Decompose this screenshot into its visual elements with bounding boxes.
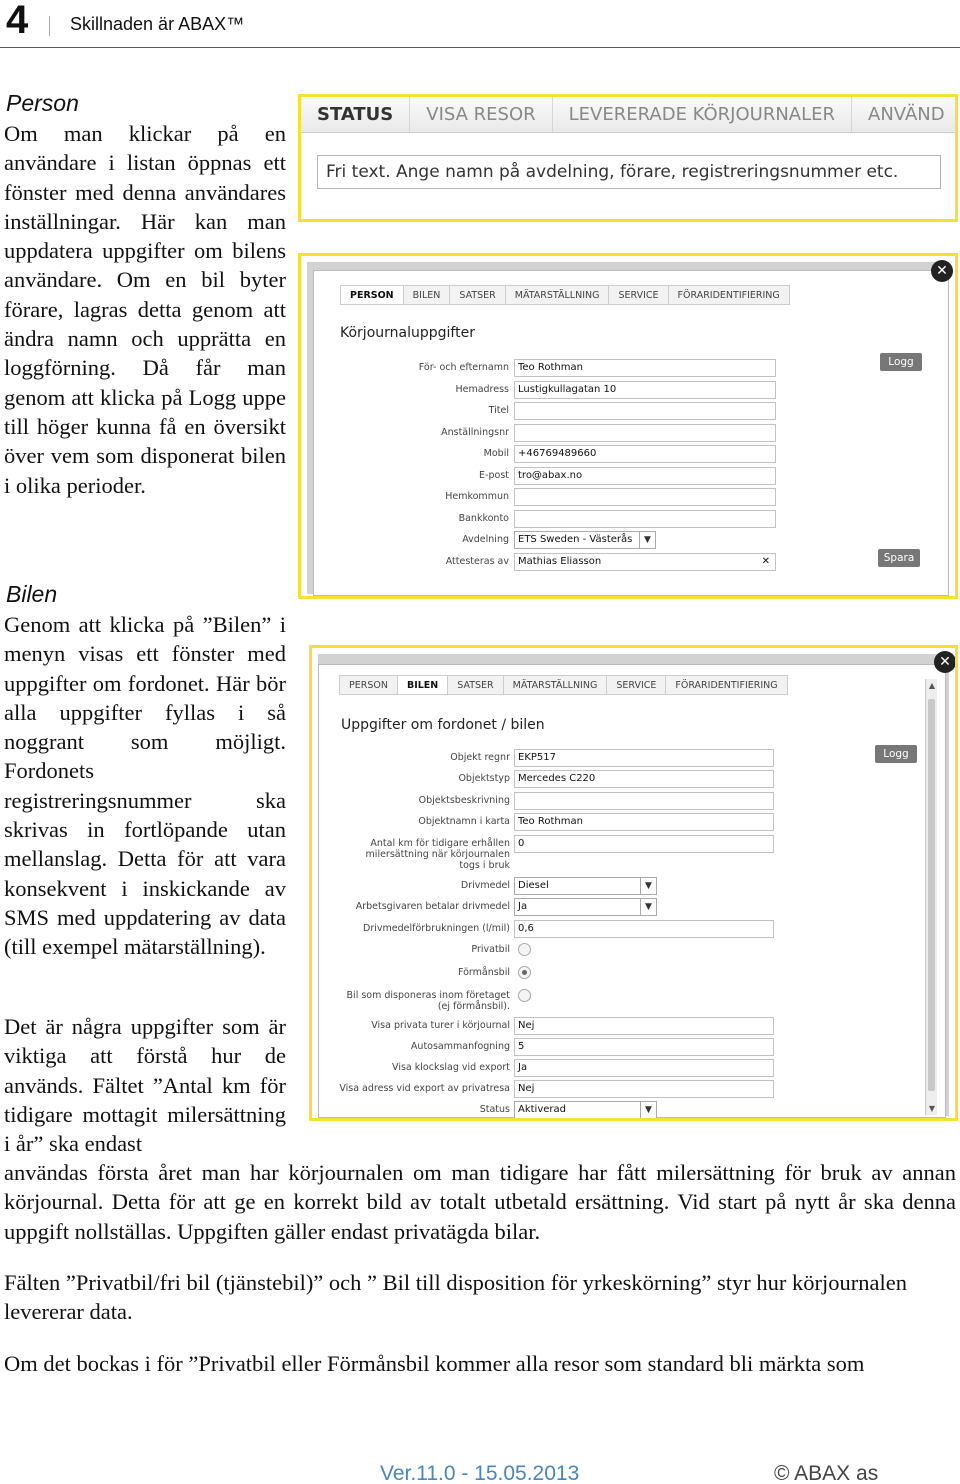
free-text-search-input[interactable]: Fri text. Ange namn på avdelning, förare, registreringsnummer etc.	[317, 155, 941, 189]
benefit-car-radio[interactable]	[518, 966, 531, 979]
field-label: Hemkommun	[445, 491, 509, 502]
show-address-export-field[interactable]: Nej	[514, 1080, 774, 1098]
registration-number-field[interactable]: EKP517	[514, 749, 774, 767]
person-heading: Person	[6, 90, 79, 116]
object-type-field[interactable]: Mercedes C220	[514, 770, 774, 788]
approver-value: Mathias Eliasson	[518, 556, 602, 567]
header-divider	[49, 16, 50, 36]
object-description-field[interactable]	[514, 792, 774, 810]
fuel-select[interactable]	[514, 877, 657, 895]
field-label: Bankkonto	[458, 513, 509, 524]
field-label: E-post	[479, 470, 509, 481]
private-car-radio[interactable]	[518, 943, 531, 956]
fields-paragraph-continued: användas första året man har körjournalen om man tidigare har fått milersättning för bruk av annan körjournal. Detta för att ge en korrekt bild av totalt utbetald ersättning. Vid start på nytt år ska denna uppgift nollställas. Uppgiften gäller endast privatägda bilar.	[4, 1160, 956, 1244]
bilen-dialog-tabs	[339, 675, 788, 695]
department-value: ETS Sweden - Västerås	[518, 534, 633, 545]
chevron-down-icon: ▼	[640, 899, 656, 915]
person-paragraph: Om man klickar på en användare i listan öppnas ett fönster med denna användares inställningar. Här kan man uppdatera uppgifter om bilens användare. Om en bil byter förare, lagras detta genom att ändra namn och upprätta en loggförning. Då får man genom att klicka på Logg uppe till höger kunna få en översikt över vem som disponerat bilen i olika perioder.	[4, 121, 286, 498]
main-tabs	[301, 97, 955, 133]
status-select[interactable]	[514, 1101, 657, 1119]
chevron-down-icon: ▼	[640, 1102, 656, 1118]
tab-anvandare[interactable]: ANVÄND	[852, 97, 958, 132]
fields-paragraph-start: Det är några uppgifter som är viktiga att förstå hur de används. Fältet ”Antal km för tidigare mottagit milersättning i år” ska endast	[4, 1014, 286, 1157]
scroll-down-icon[interactable]: ▼	[928, 1104, 936, 1113]
privatbil-paragraph: Fälten ”Privatbil/fri bil (tjänstebil)” och ” Bil till disposition för yrkeskörning” styr hur körjournalen levererar data.	[4, 1270, 907, 1325]
home-address-field[interactable]: Lustigkullagatan 10	[514, 381, 776, 399]
bank-account-field[interactable]	[514, 510, 776, 528]
header-rule	[0, 47, 960, 48]
field-label: Visa adress vid export av privatresa	[339, 1083, 510, 1094]
tab-foraridentifiering[interactable]: FÖRARIDENTIFIERING	[665, 675, 787, 695]
logg-button[interactable]: Logg	[880, 353, 922, 371]
email-field[interactable]: tro@abax.no	[514, 467, 776, 485]
bilen-paragraph: Genom att klicka på ”Bilen” i menyn visas ett fönster med uppgifter om fordonet. Här bör alla uppgifter fyllas i så noggrant som möjligt. Fordonets registreringsnummer ska skrivas in fortlöpande utan mellanslag. Detta för att vara konsekvent i inskickande av SMS med uppdatering av data (till exempel mätarställning).	[4, 612, 286, 960]
tab-levererade-korjournaler[interactable]: LEVERERADE KÖRJOURNALER	[553, 97, 852, 132]
tab-foraridentifiering[interactable]: FÖRARIDENTIFIERING	[668, 285, 790, 305]
chevron-down-icon: ▼	[639, 532, 655, 548]
tab-service[interactable]: SERVICE	[608, 285, 667, 305]
mobile-field[interactable]: +46769489660	[514, 445, 776, 463]
auto-merge-field[interactable]: 5	[514, 1038, 774, 1056]
tab-matarstallning[interactable]: MÄTARSTÄLLNING	[505, 285, 609, 305]
tab-satser[interactable]: SATSER	[447, 675, 502, 695]
field-label: Titel	[488, 405, 509, 416]
scrollbar-thumb[interactable]	[928, 699, 935, 1091]
map-name-field[interactable]: Teo Rothman	[514, 813, 774, 831]
field-label: Hemadress	[455, 384, 509, 395]
department-select[interactable]	[514, 531, 656, 549]
title-field[interactable]	[514, 402, 776, 420]
name-field[interactable]: Teo Rothman	[514, 359, 776, 377]
field-label: Förmånsbil	[457, 967, 510, 978]
screenshot-person-dialog	[298, 253, 958, 599]
footer-version: Ver.11.0 - 15.05.2013	[380, 1462, 580, 1484]
tab-bilen[interactable]: BILEN	[403, 285, 450, 305]
field-label: Objekt regnr	[450, 752, 510, 763]
field-label: Anställningsnr	[441, 427, 509, 438]
footer-copyright: © ABAX as	[774, 1462, 879, 1484]
close-icon[interactable]: ✕	[934, 651, 956, 673]
field-label: Visa privata turer i körjournal	[371, 1020, 510, 1031]
fuel-consumption-field[interactable]: 0,6	[514, 920, 774, 938]
field-label: Visa klockslag vid export	[392, 1062, 510, 1073]
person-dialog	[313, 270, 949, 596]
employer-pays-fuel-select[interactable]	[514, 898, 657, 916]
clear-icon[interactable]: ✕	[761, 556, 770, 567]
bilen-dialog	[318, 664, 946, 1118]
field-label: Objektnamn i karta	[418, 816, 510, 827]
employee-number-field[interactable]	[514, 424, 776, 442]
field-label: Attesteras av	[445, 556, 509, 567]
tab-person[interactable]: PERSON	[339, 675, 397, 695]
scroll-up-icon[interactable]: ▲	[928, 681, 936, 690]
header-title: Skillnaden är ABAX™	[70, 14, 245, 34]
field-label: Autosammanfogning	[410, 1041, 510, 1052]
approver-field[interactable]	[514, 553, 776, 571]
field-label: Privatbil	[471, 944, 510, 955]
page-number: 4	[6, 0, 29, 42]
tab-service[interactable]: SERVICE	[606, 675, 665, 695]
field-label: Status	[479, 1104, 510, 1115]
person-dialog-tabs	[340, 285, 790, 305]
tab-satser[interactable]: SATSER	[449, 285, 504, 305]
field-label: Antal km för tidigare erhållen milersättning när körjournalen togs i bruk	[365, 838, 510, 871]
fuel-value: Diesel	[518, 880, 549, 891]
tab-status[interactable]: STATUS	[301, 97, 410, 132]
field-label: Objektstyp	[458, 773, 510, 784]
field-label: Avdelning	[462, 534, 509, 545]
field-label: Drivmedel	[460, 880, 510, 891]
tab-matarstallning[interactable]: MÄTARSTÄLLNING	[503, 675, 607, 695]
chevron-down-icon: ▼	[640, 878, 656, 894]
field-label: Arbetsgivaren betalar drivmedel	[355, 901, 510, 912]
tab-visa-resor[interactable]: VISA RESOR	[410, 97, 552, 132]
home-municipality-field[interactable]	[514, 488, 776, 506]
status-value: Aktiverad	[518, 1104, 566, 1115]
logg-button[interactable]: Logg	[875, 745, 917, 763]
tab-bilen[interactable]: BILEN	[397, 675, 447, 695]
field-label: Drivmedelförbrukningen (l/mil)	[363, 923, 510, 934]
field-label: Bil som disponeras inom företaget (ej förmånsbil).	[346, 990, 510, 1012]
previous-km-field[interactable]: 0	[514, 835, 774, 853]
field-label: Mobil	[483, 448, 509, 459]
employer-pays-fuel-value: Ja	[518, 901, 528, 912]
field-label: För- och efternamn	[418, 362, 509, 373]
show-time-export-field[interactable]: Ja	[514, 1059, 774, 1077]
field-label: Objektsbeskrivning	[418, 795, 510, 806]
person-dialog-title: Körjournaluppgifter	[340, 325, 475, 341]
vertical-scrollbar[interactable]	[925, 679, 937, 1115]
bilen-heading: Bilen	[6, 581, 58, 607]
screenshot-tabbar	[298, 94, 958, 222]
tab-person[interactable]: PERSON	[340, 285, 403, 305]
show-private-trips-field[interactable]: Nej	[514, 1017, 774, 1035]
company-car-radio[interactable]	[518, 989, 531, 1002]
bilen-dialog-title: Uppgifter om fordonet / bilen	[341, 717, 545, 733]
close-icon[interactable]: ✕	[931, 260, 953, 282]
screenshot-bilen-dialog	[309, 645, 958, 1121]
save-button[interactable]: Spara	[878, 549, 920, 567]
formansbil-paragraph: Om det bockas i för ”Privatbil eller Förmånsbil kommer alla resor som standard bli märkta som	[4, 1351, 865, 1376]
